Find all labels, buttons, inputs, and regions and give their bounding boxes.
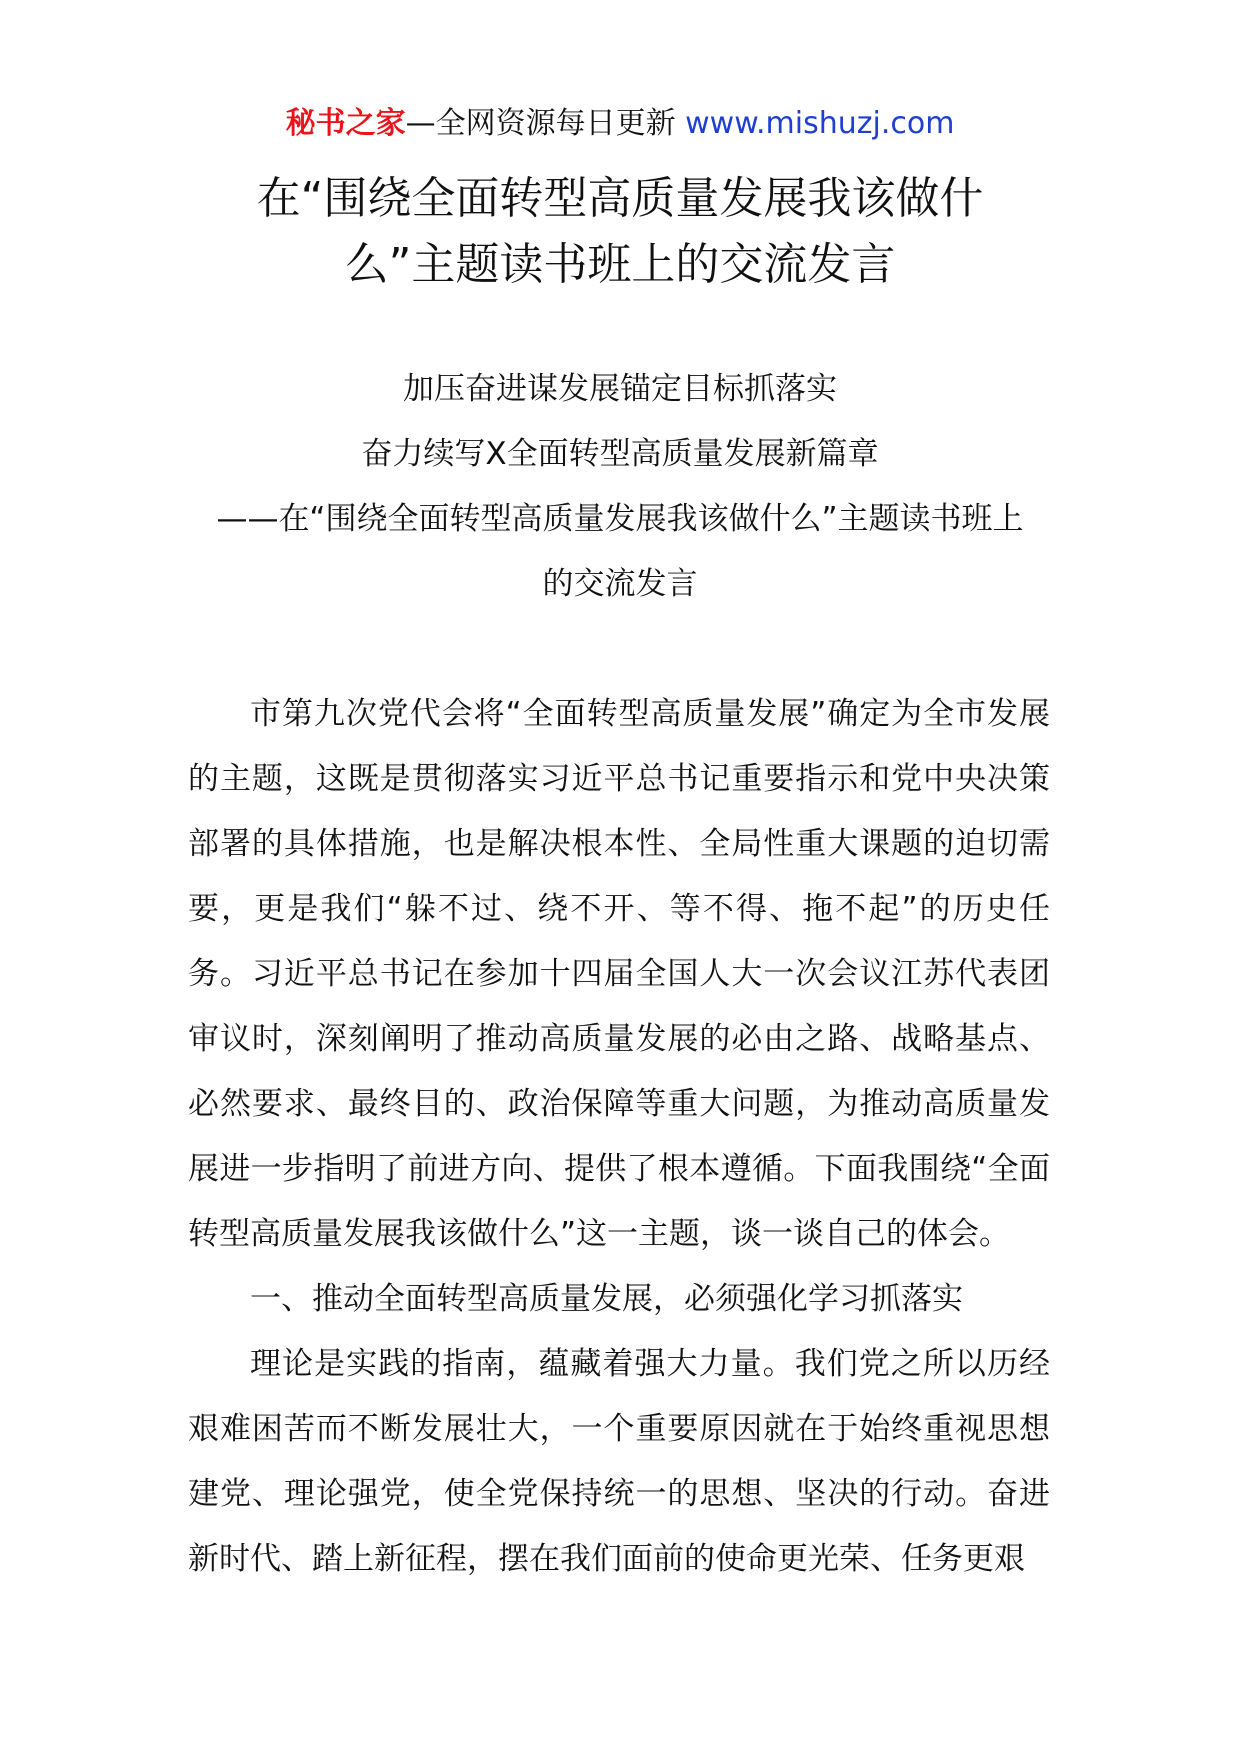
document-body: [188, 682, 1050, 1592]
document-title: [160, 166, 1080, 298]
subtitle-line-3: ——在“围绕全面转型高质量发展我该做什么”主题读书班上: [216, 501, 1024, 537]
watermark-brand: 秘书之家: [285, 106, 406, 141]
subtitle-line-2: 奋力续写X全面转型高质量发展新篇章: [361, 436, 879, 472]
title-line-2: 么”主题读书班上的交流发言: [344, 239, 896, 290]
body-paragraph-intro: 市第九次党代会将“全面转型高质量发展”确定为全市发展的主题，这既是贯彻落实习近平总书记重要指示和党中央决策部署的具体措施，也是解决根本性、全局性重大课题的迫切需要，更是我们“躲不过、绕不开、等不得、拖不起”的历史任务。习近平总书记在参加十四届全国人大一次会议江苏代表团审议时，深刻阐明了推动高质量发展的必由之路、战略基点、必然要求、最终目的、政治保障等重大问题，为推动高质量发展进一步指明了前进方向、提供了根本遵循。下面我围绕“全面转型高质量发展我该做什么”这一主题，谈一谈自己的体会。: [188, 696, 1050, 1252]
watermark-slogan: —全网资源每日更新: [405, 106, 686, 141]
watermark-header: [0, 104, 1240, 144]
section-heading-1: 一、推动全面转型高质量发展，必须强化学习抓落实: [250, 1281, 963, 1317]
subtitle-block: [150, 357, 1090, 617]
subtitle-line-1: 加压奋进谋发展锚定目标抓落实: [403, 371, 837, 407]
title-line-1: 在“围绕全面转型高质量发展我该做什: [256, 173, 984, 224]
watermark-url: www.mishuzj.com: [685, 106, 955, 141]
body-paragraph-section-1: 理论是实践的指南，蕴藏着强大力量。我们党之所以历经艰难困苦而不断发展壮大，一个重要原因就在于始终重视思想建党、理论强党，使全党保持统一的思想、坚决的行动。奋进新时代、踏上新征程，摆在我们面前的使命更光荣、任务更艰: [188, 1346, 1050, 1577]
subtitle-line-4: 的交流发言: [542, 566, 698, 602]
